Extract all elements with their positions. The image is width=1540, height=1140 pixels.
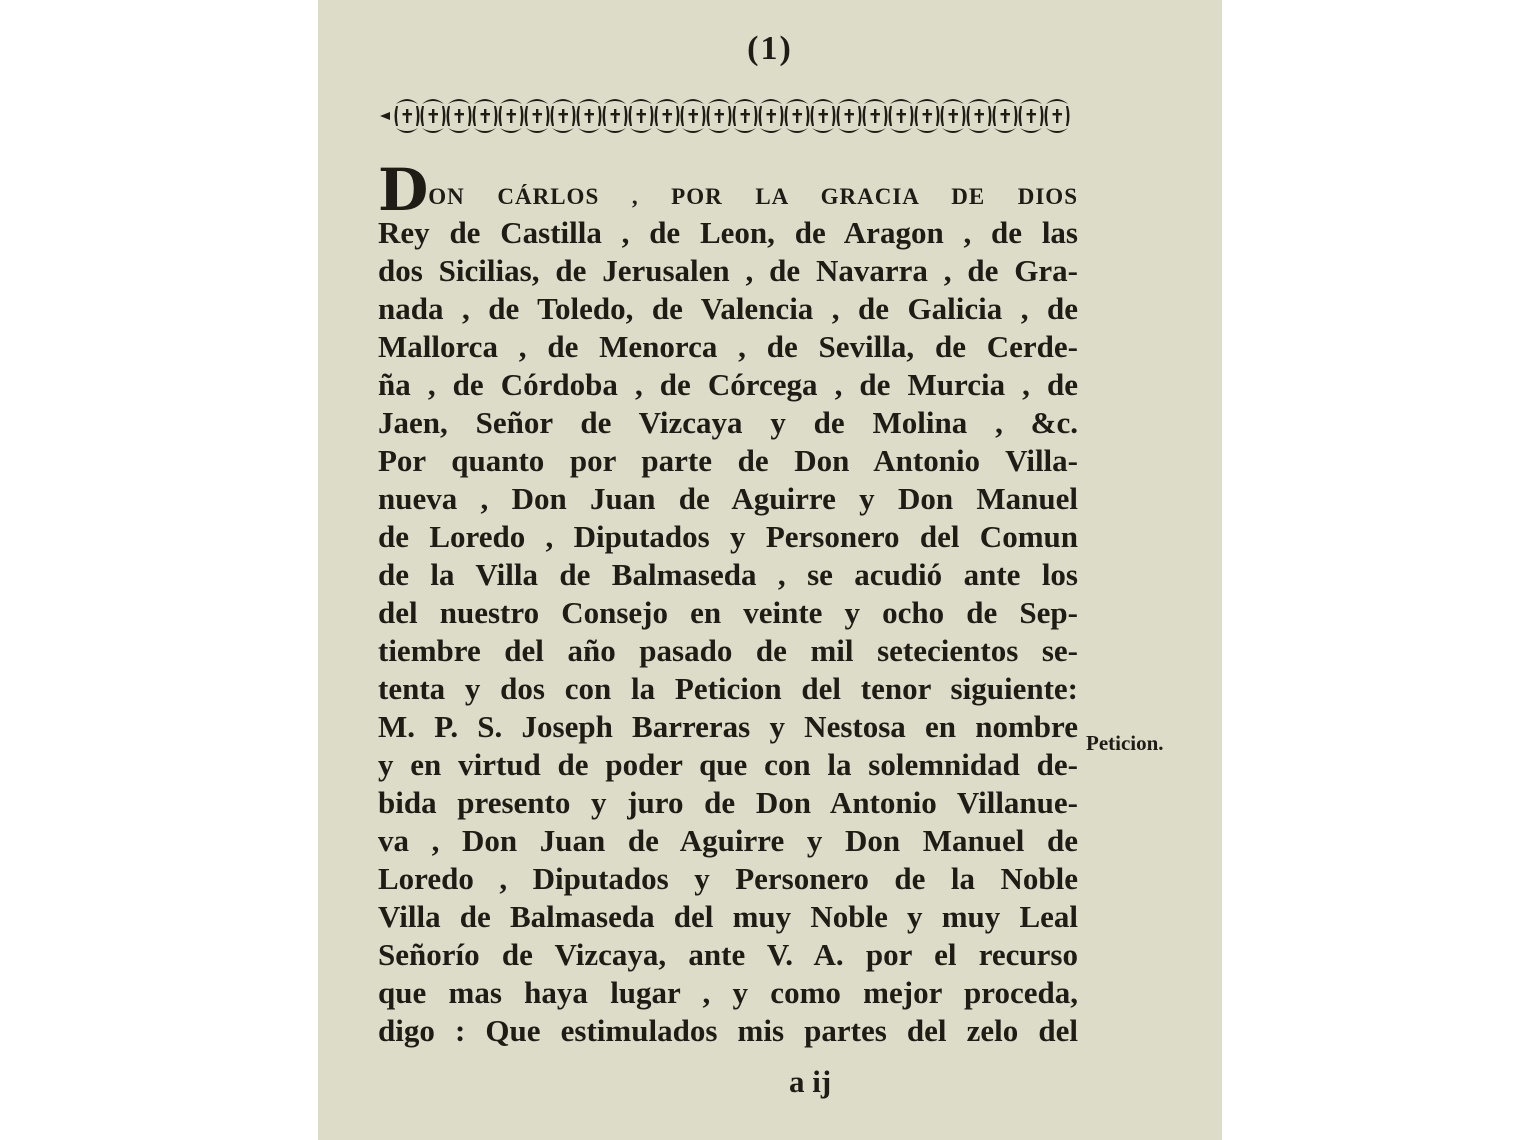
text-line: nueva , Don Juan de Aguirre y Don Manuel <box>378 481 1078 516</box>
text-line: ña , de Córdoba , de Córcega , de Murcia , de <box>378 367 1078 402</box>
text-line: Por quanto por parte de Don Antonio Villa- <box>378 443 1078 478</box>
text-line-1 <box>378 156 1078 224</box>
ornament-unit <box>707 99 732 133</box>
signature-mark: a ij <box>789 1064 832 1099</box>
ornament-unit <box>863 99 888 133</box>
text-line-1-rest: ON CÁRLOS , POR LA GRACIA DE DIOS <box>428 184 1078 209</box>
ornament-unit <box>733 99 758 133</box>
ornament-unit <box>1019 99 1044 133</box>
ornament-unit <box>629 99 654 133</box>
text-line: de la Villa de Balmaseda , se acudió ante los <box>378 557 1078 592</box>
text-line: dos Sicilias, de Jerusalen , de Navarra , de Gra- <box>378 253 1078 288</box>
text-line: tenta y dos con la Peticion del tenor siguiente: <box>378 671 1078 706</box>
text-line: Mallorca , de Menorca , de Sevilla, de Cerde- <box>378 329 1078 364</box>
text-line: de Loredo , Diputados y Personero del Comun <box>378 519 1078 554</box>
document-page <box>318 0 1222 1140</box>
text-line: tiembre del año pasado de mil setecientos se- <box>378 633 1078 668</box>
ornament-unit <box>941 99 966 133</box>
ornament-unit <box>655 99 680 133</box>
ornament-unit <box>499 99 524 133</box>
ornament-unit <box>577 99 602 133</box>
text-line: Villa de Balmaseda del muy Noble y muy Leal <box>378 899 1078 934</box>
ornament-unit <box>915 99 940 133</box>
ornament-unit <box>603 99 628 133</box>
ornament-unit <box>837 99 862 133</box>
ornament-unit <box>993 99 1018 133</box>
text-line: va , Don Juan de Aguirre y Don Manuel de <box>378 823 1078 858</box>
text-line: Jaen, Señor de Vizcaya y de Molina , &c. <box>378 405 1078 440</box>
text-line: que mas haya lugar , y como mejor proceda, <box>378 975 1078 1010</box>
ornament-unit <box>1045 99 1070 133</box>
ornament-unit <box>811 99 836 133</box>
margin-note: Peticion. <box>1086 731 1164 755</box>
ornament-unit <box>551 99 576 133</box>
ornament-unit <box>525 99 550 133</box>
ornament-tip <box>380 112 390 120</box>
ornament-unit <box>967 99 992 133</box>
text-line: y en virtud de poder que con la solemnidad de- <box>378 747 1078 782</box>
ornament-unit <box>889 99 914 133</box>
ornament-unit <box>473 99 498 133</box>
text-line: digo : Que estimulados mis partes del zelo del <box>378 1013 1078 1048</box>
ornament-unit <box>447 99 472 133</box>
ornamental-border <box>380 92 1080 140</box>
ornament-unit <box>395 99 420 133</box>
ornament-unit <box>421 99 446 133</box>
document-body <box>378 156 1078 1050</box>
ornament-unit <box>785 99 810 133</box>
ornament-unit <box>759 99 784 133</box>
text-line: nada , de Toledo, de Valencia , de Galicia , de <box>378 291 1078 326</box>
drop-cap: D <box>378 156 429 224</box>
page-number: (1) <box>747 30 793 67</box>
ornament-unit <box>681 99 706 133</box>
text-line: M. P. S. Joseph Barreras y Nestosa en nombre <box>378 709 1078 744</box>
text-line: bida presento y juro de Don Antonio Villanue- <box>378 785 1078 820</box>
text-line: del nuestro Consejo en veinte y ocho de Sep- <box>378 595 1078 630</box>
text-line: Señorío de Vizcaya, ante V. A. por el recurso <box>378 937 1078 972</box>
text-line: Rey de Castilla , de Leon, de Aragon , de las <box>378 215 1078 250</box>
text-line: Loredo , Diputados y Personero de la Noble <box>378 861 1078 896</box>
